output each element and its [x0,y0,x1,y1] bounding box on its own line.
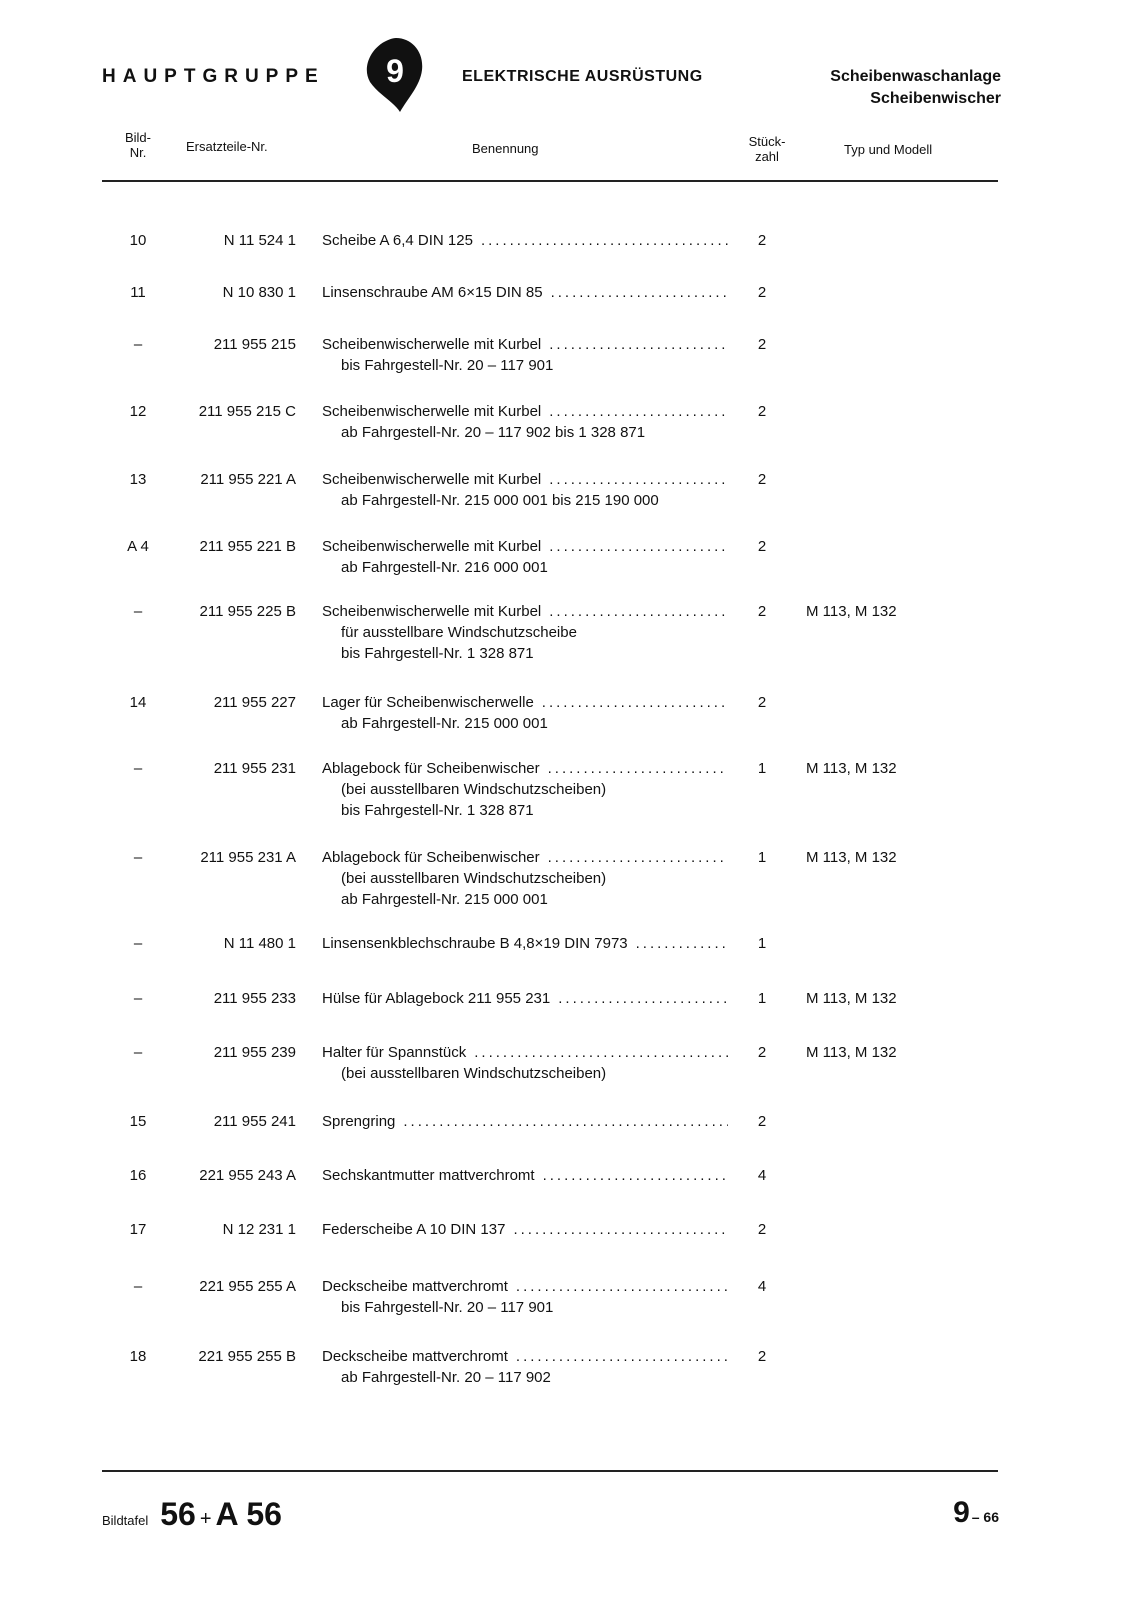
description [322,758,728,821]
part-number: 211 955 231 [213,760,296,777]
description [322,1042,728,1084]
description-text: Deckscheibe mattverchromt [322,1278,508,1295]
part-number: 211 955 215 [213,336,296,353]
bildtafel-reference [102,1496,282,1533]
col-header-typ-modell: Typ und Modell [844,142,933,157]
col-header-stueckzahl [742,134,792,164]
description-continuation: bis Fahrgestell-Nr. 20 – 117 901 [341,357,554,374]
bild-nr: 13 [129,471,147,488]
description-text: Sprengring [322,1113,396,1130]
typ-modell: M 113, M 132 [806,603,897,620]
description [322,469,728,511]
part-number: 211 955 239 [213,1044,296,1061]
description-text: Linsenschraube AM 6×15 DIN 85 [322,284,543,301]
part-number: 221 955 255 B [198,1348,296,1365]
description-continuation: ab Fahrgestell-Nr. 216 000 001 [341,559,548,576]
part-number: 221 955 243 A [199,1167,296,1184]
leader-dots [549,601,728,622]
subtitle-line1: Scheibenwaschanlage [830,68,1001,85]
description [322,401,728,443]
gruppe-name: ELEKTRISCHE AUSRÜSTUNG [462,68,703,85]
description-text: Scheibenwischerwelle mit Kurbel [322,471,542,488]
description-continuation: bis Fahrgestell-Nr. 20 – 117 901 [341,1299,554,1316]
bildtafel-label: Bildtafel [102,1513,149,1528]
description-text: Lager für Scheibenwischerwelle [322,694,534,711]
bild-nr: – [133,990,143,1007]
col-header-bild-nr [112,130,164,160]
quantity: 2 [757,471,767,488]
description [322,334,728,376]
quantity: 4 [757,1278,767,1295]
bildtafel-number: 56 [160,1496,196,1532]
quantity: 2 [757,538,767,555]
description [322,282,728,303]
description [322,230,728,251]
quantity: 1 [757,760,767,777]
description-continuation: ab Fahrgestell-Nr. 215 000 001 [341,715,548,732]
description-text: Sechskantmutter mattverchromt [322,1167,535,1184]
quantity: 2 [757,336,767,353]
description [322,1346,728,1388]
bild-nr: 18 [129,1348,147,1365]
part-number: 211 955 227 [213,694,296,711]
quantity: 2 [757,232,767,249]
col-header-benennung: Benennung [472,141,539,156]
part-number: 211 955 241 [213,1113,296,1130]
description-continuation: (bei ausstellbaren Windschutzscheiben) [341,870,607,887]
col-header-bild-line2: Nr. [129,145,147,160]
leader-dots [549,536,728,557]
part-number: 211 955 221 B [199,538,296,555]
subtitle-line2: Scheibenwischer [870,90,1001,107]
quantity: 2 [757,603,767,620]
typ-modell: M 113, M 132 [806,760,897,777]
description-text: Scheibenwischerwelle mit Kurbel [322,603,542,620]
part-number: 211 955 215 C [198,403,296,420]
leader-dots [516,1276,728,1297]
description-continuation: (bei ausstellbaren Windschutzscheiben) [341,781,607,798]
quantity: 2 [757,403,767,420]
quantity: 1 [757,990,767,1007]
bild-nr: – [133,935,143,952]
part-number: 221 955 255 A [199,1278,296,1295]
leader-dots [542,692,728,713]
part-number: N 10 830 1 [222,284,296,301]
description-continuation: bis Fahrgestell-Nr. 1 328 871 [341,645,534,662]
quantity: 2 [757,694,767,711]
part-number: 211 955 221 A [200,471,296,488]
leader-dots [548,847,728,868]
part-number: 211 955 225 B [199,603,296,620]
quantity: 1 [757,935,767,952]
quantity: 2 [757,1044,767,1061]
leader-dots [403,1111,728,1132]
description-continuation: ab Fahrgestell-Nr. 20 – 117 902 [341,1369,551,1386]
part-number: 211 955 231 A [200,849,296,866]
leader-dots [513,1219,728,1240]
description [322,933,728,954]
bild-nr: – [133,849,143,866]
leader-dots [481,230,728,251]
bild-nr: 15 [129,1113,147,1130]
bild-nr: – [133,336,143,353]
description-continuation: ab Fahrgestell-Nr. 215 000 001 [341,891,548,908]
leader-dots [549,469,728,490]
typ-modell: M 113, M 132 [806,849,897,866]
bild-nr: 16 [129,1167,147,1184]
description [322,1111,728,1132]
gruppe-number: 9 [386,53,404,89]
description-text: Scheibenwischerwelle mit Kurbel [322,336,542,353]
bild-nr: – [133,760,143,777]
description [322,692,728,734]
col-header-stueck-line2: zahl [755,149,779,164]
part-number: N 11 524 1 [223,232,296,249]
description-continuation: für ausstellbare Windschutzscheibe [341,624,577,641]
description-continuation: ab Fahrgestell-Nr. 20 – 117 902 bis 1 328 871 [341,424,646,441]
description-text: Federscheibe A 10 DIN 137 [322,1221,506,1238]
description [322,1219,728,1240]
leader-dots [558,988,728,1009]
description-text: Ablagebock für Scheibenwischer [322,760,540,777]
leader-dots [516,1346,728,1367]
page-number-sub: – 66 [971,1509,999,1525]
description [322,988,728,1009]
description [322,1276,728,1318]
hauptgruppe-label: HAUPTGRUPPE [102,66,325,87]
footer-rule [102,1470,998,1472]
leader-dots [636,933,728,954]
gruppe-badge-shape [364,36,426,114]
description-continuation: bis Fahrgestell-Nr. 1 328 871 [341,802,534,819]
leader-dots [549,401,728,422]
description-text: Halter für Spannstück [322,1044,467,1061]
col-header-bild-line1: Bild- [124,130,151,145]
description-text: Hülse für Ablagebock 211 955 231 [322,990,551,1007]
part-number: N 11 480 1 [223,935,296,952]
bildtafel-number-alt: A 56 [215,1496,282,1532]
quantity: 4 [757,1167,767,1184]
description-text: Deckscheibe mattverchromt [322,1348,508,1365]
leader-dots [474,1042,728,1063]
leader-dots [551,282,728,303]
description [322,536,728,578]
quantity: 2 [757,284,767,301]
bild-nr: – [133,1044,143,1061]
description-text: Linsensenkblechschraube B 4,8×19 DIN 7973 [322,935,628,952]
description-text: Scheibenwischerwelle mit Kurbel [322,538,542,555]
bild-nr: 14 [129,694,147,711]
part-number: 211 955 233 [213,990,296,1007]
description-text: Scheibe A 6,4 DIN 125 [322,232,473,249]
page-number [953,1496,999,1530]
bildtafel-plus: + [199,1508,212,1530]
quantity: 1 [757,849,767,866]
bild-nr: 17 [129,1221,147,1238]
bild-nr: A 4 [127,538,149,555]
quantity: 2 [757,1113,767,1130]
quantity: 2 [757,1221,767,1238]
leader-dots [543,1165,728,1186]
description [322,601,728,664]
typ-modell: M 113, M 132 [806,990,897,1007]
description-text: Scheibenwischerwelle mit Kurbel [322,403,542,420]
bild-nr: 11 [130,284,146,301]
bild-nr: – [133,1278,143,1295]
gruppe-number-badge [364,36,426,114]
leader-dots [549,334,728,355]
description [322,847,728,910]
col-header-ersatzteile: Ersatzteile-Nr. [186,139,268,154]
page-number-main: 9 [953,1496,970,1529]
leader-dots [548,758,728,779]
bild-nr: 10 [129,232,147,249]
col-header-stueck-line1: Stück- [748,134,786,149]
description-continuation: (bei ausstellbaren Windschutzscheiben) [341,1065,607,1082]
header-rule [102,180,998,182]
bild-nr: 12 [129,403,147,420]
quantity: 2 [757,1348,767,1365]
typ-modell: M 113, M 132 [806,1044,897,1061]
description-text: Ablagebock für Scheibenwischer [322,849,540,866]
description [322,1165,728,1186]
part-number: N 12 231 1 [222,1221,296,1238]
bild-nr: – [133,603,143,620]
description-continuation: ab Fahrgestell-Nr. 215 000 001 bis 215 190 000 [341,492,659,509]
